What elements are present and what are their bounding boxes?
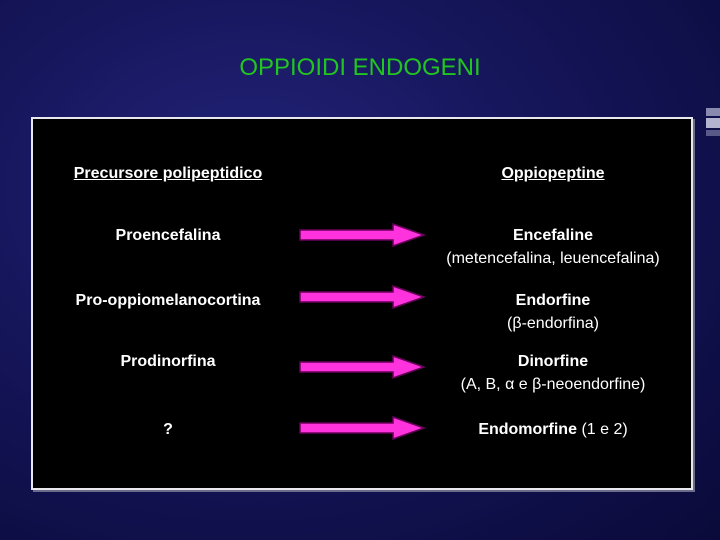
header-product: Oppiopeptine [501,165,605,182]
product-detail-endorfine: (β-endorfina) [507,315,599,332]
product-encefaline: Encefaline [512,227,594,244]
precursor-unknown: ? [163,421,173,438]
product-endomorfine [423,419,683,440]
product-endorfine: Endorfine [515,292,591,309]
slide-title: OPPIOIDI ENDOGENI [239,54,481,81]
slide-edge-decoration [700,80,720,200]
precursor-pro-oppiomelanocortina: Pro-oppiomelanocortina [75,292,261,309]
product-detail-dinorfine: (A, B, α e β-neoendorfine) [460,376,646,393]
right-arrow-icon [298,355,428,379]
product-dinorfine: Dinorfine [517,353,589,370]
precursor-proencefalina: Proencefalina [115,227,221,244]
product-detail-endomorfine: (1 e 2) [581,421,628,438]
content-box [31,117,693,490]
right-arrow-icon [298,416,428,440]
header-precursor: Precursore polipeptidico [73,165,263,182]
product-endomorfine-name: Endomorfine [478,421,577,438]
product-detail-encefaline: (metencefalina, leuencefalina) [446,250,660,267]
precursor-prodinorfina: Prodinorfina [120,353,216,370]
right-arrow-icon [298,285,428,309]
right-arrow-icon [298,223,428,247]
